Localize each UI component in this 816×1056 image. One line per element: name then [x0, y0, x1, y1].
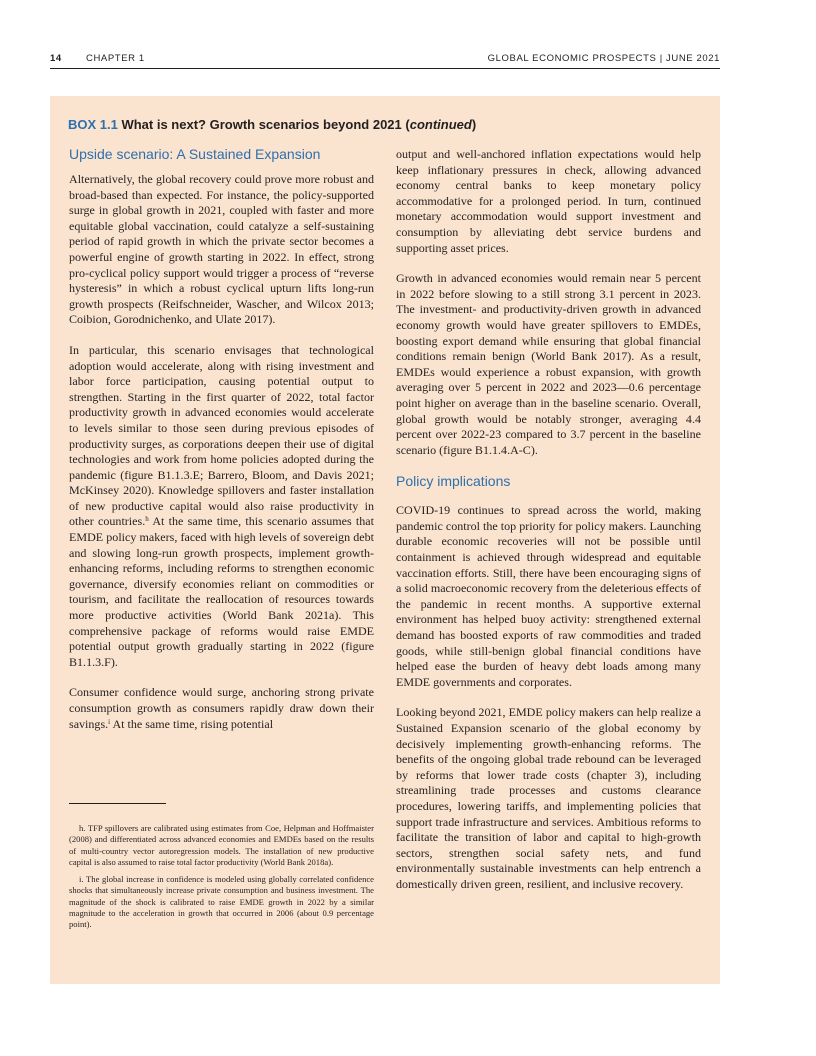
box-label: BOX 1.1: [68, 117, 118, 132]
box-title: [68, 117, 708, 132]
header-rule: [50, 68, 720, 69]
box-title-continued: continued: [409, 117, 472, 132]
footnote-i: i. The global increase in confidence is modeled using globally correlated confidence shocks that simultaneously increase private consumption and business investment. The magnitude of the shock is calibrated to raise EMDE growth in 2022 by a similar magnitude to the acceleration in growth that occurred in 2006 (about 0.9 percentage point).: [69, 874, 374, 930]
box-title-end: ): [471, 117, 477, 132]
paragraph-text: In particular, this scenario envisages that technological adoption would accelerate, along with rising investment and labor force participation, causing potential output to strengthen. Starting in the first quarter of 2022, total factor productivity growth in advanced economies would accelerate to levels similar to those seen during previous episodes of productivity surges, as corporations deepen their use of digital technologies and work from home policies adopted during the pandemic (figure B1.1.3.E; Barrero, Bloom, and Davis 2021; McKinsey 2020). Knowledge spillovers and faster installation of new productive capital would also raise productivity in other countries.: [69, 342, 374, 529]
section-heading-upside: Upside scenario: A Sustained Expansion: [69, 146, 321, 162]
paragraph: Alternatively, the global recovery could prove more robust and broad-based than expected. For instance, the policy-supported surge in global growth in 2021, coupled with faster and more equitable global vaccination, could catalyze a self-sustaining period of rapid growth in which the private sector becomes a powerful engine of growth starting in 2022. In effect, strong pro-cyclical policy support would trigger a process of “reverse hysteresis” in which a robust cyclical upturn lifts long-run growth prospects (Reifschneider, Wascher, and Wilcox 2013; Coibion, Gorodnichenko, and Ulate 2017).: [69, 172, 374, 327]
page-number: 14: [50, 53, 62, 64]
paragraph-text: At the same time, rising potential: [110, 716, 274, 731]
section-heading-policy: Policy implications: [396, 473, 511, 490]
footnotes: [69, 823, 374, 937]
paragraph: Looking beyond 2021, EMDE policy makers can help realize a Sustained Expansion scenario of the global economy by decisively implementing growth-enhancing reforms. The benefits of the ongoing global trade rebound can be leveraged by reforms that lower trade costs (chapter 3), including streamlining trade processes and customs clearance procedures, lowering tariffs, and implementing policies that support trade infrastructure and services. Ambitious reforms to facilitate the transition of labor and capital to high-growth sectors, strengthen social safety nets, and fund environmentally sustainable investments can help entrench a domestically driven green, resilient, and inclusive recovery.: [396, 705, 701, 891]
paragraph: COVID-19 continues to spread across the world, making pandemic control the top priority for policy makers. Launching durable economic recoveries will not be possible until containment is achieved through widespread and equitable vaccination efforts. Still, there have been encouraging signs of a solid macroeconomic recovery from the deleterious effects of the pandemic in recent months. A supportive external environment has helped buoy activity: strengthened external demand has boosted exports of raw commodities and traded goods, while still-benign global financial conditions have helped ease the burden of heavy debt loads among many EMDE governments and corporates.: [396, 503, 701, 689]
paragraph: [69, 343, 374, 670]
box-panel: [50, 96, 720, 984]
left-column: [69, 146, 374, 747]
right-column: [396, 147, 701, 908]
running-header: [50, 53, 720, 67]
footnote-ref-h[interactable]: h: [145, 515, 149, 524]
footnote-divider: [69, 803, 166, 804]
box-title-text: What is next? Growth scenarios beyond 2021 (: [117, 117, 410, 132]
footnote-ref-i[interactable]: i: [108, 717, 111, 726]
paragraph: [69, 685, 374, 732]
paragraph: output and well-anchored inflation expectations would help keep inflationary pressures in check, allowing advanced economy central banks to keep monetary policy accommodative for a prolonged period. In turn, continued monetary accommodation would support investment and consumption by alleviating debt service burdens and supporting asset prices.: [396, 147, 701, 255]
paragraph-text: At the same time, this scenario assumes that EMDE policy makers, faced with high levels of sovereign debt and slowing long-run growth prospects, implement growth-enhancing reforms, including reforms to strengthen economic governance, diversify economies reliant on commodities or tourism, and facilitate the reallocation of resources towards more productive activities (World Bank 2021a). This comprehensive package of reforms would raise EMDE potential output growth gradually starting in 2022 (figure B1.1.3.F).: [69, 514, 374, 669]
footnote-h: h. TFP spillovers are calibrated using estimates from Coe, Helpman and Hoffmaister (2008) and differentiated across advanced economies and EMDEs based on the results of multi-country vector autoregression models. The installation of new productive capital is also assumed to raise total factor productivity (World Bank 2018a).: [69, 823, 374, 867]
paragraph-text: Consumer confidence would surge, anchoring strong private consumption growth as consumers rapidly draw down their savings.: [69, 685, 374, 731]
publication-title: GLOBAL ECONOMIC PROSPECTS | JUNE 2021: [487, 53, 720, 64]
paragraph: Growth in advanced economies would remain near 5 percent in 2022 before slowing to a still strong 3.1 percent in 2023. The investment- and productivity-driven growth in advanced economy growth would have greater spillovers to EMDEs, boosting export demand while ensuring that global financial conditions remain benign (World Bank 2017). As a result, EMDEs would experience a robust expansion, with growth averaging over 5 percent in 2022 and 2023—0.6 percentage point higher on average than in the baseline scenario. Overall, global growth would be notably stronger, averaging 4.4 percent over 2022-23 compared to 3.7 percent in the baseline scenario (figure B1.1.4.A-C).: [396, 271, 701, 457]
chapter-label: CHAPTER 1: [86, 53, 145, 64]
